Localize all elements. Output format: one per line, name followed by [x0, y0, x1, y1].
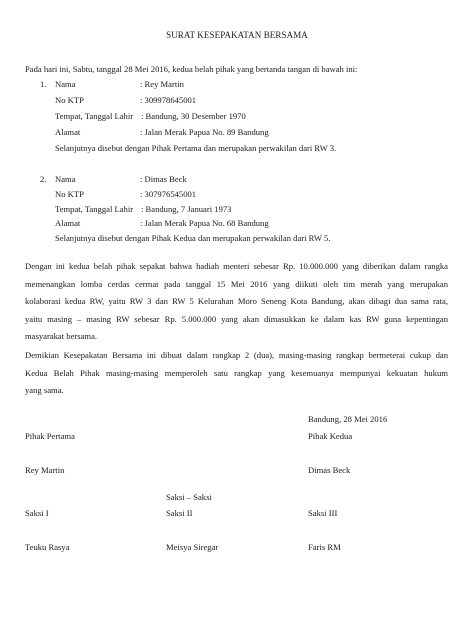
- closing-line: yang sama.: [25, 385, 64, 395]
- party-2-alamat: : Jalan Merak Papua No. 68 Bandung: [140, 218, 269, 228]
- closing-line: Kedua Belah Pihak masing-masing memperoleh satu rangkap yang kesemuanya mempunyai kekuatan hukum: [25, 367, 448, 378]
- closing-paragraph: [25, 347, 448, 400]
- intro-text: Pada hari ini, Sabtu, tanggal 28 Mei 2016, kedua belah pihak yang bertanda tangan di bawah ini:: [25, 64, 358, 74]
- party-1-nama: : Rey Martin: [140, 79, 184, 89]
- party-2-number: 2.: [40, 174, 47, 184]
- party-1-nama-label: Nama: [55, 79, 76, 89]
- agreement-line: kolaborasi kedua RW, yaitu RW 3 dan RW 5 Kelurahan Moro Seneng Kota Bandung, akan dibagi dua sama rata,: [25, 296, 448, 306]
- document-title: SURAT KESEPAKATAN BERSAMA: [166, 30, 308, 40]
- party-2-ktp-label: No KTP: [55, 189, 84, 199]
- agreement-line: yaitu masing – masing RW sebesar Rp. 5.000.000 yang akan dimasukkan ke dalam kas RW guna kepentingan: [25, 313, 448, 324]
- party-1-alamat-label: Alamat: [55, 127, 81, 137]
- place-date: Bandung, 28 Mei 2016: [308, 414, 388, 424]
- saksi-2-label: Saksi II: [166, 508, 193, 518]
- pihak-kedua-label: Pihak Kedua: [308, 431, 353, 441]
- party-2-alamat-label: Alamat: [55, 218, 81, 228]
- party-2-desc: Selanjutnya disebut dengan Pihak Kedua dan merupakan perwakilan dari RW 5.: [55, 233, 331, 243]
- party-1-ttl-label: Tempat, Tanggal Lahir: [55, 111, 134, 121]
- party-2-ttl-label: Tempat, Tanggal Lahir: [55, 204, 134, 214]
- saksi-3-label: Saksi III: [308, 508, 338, 518]
- party-1-ktp-label: No KTP: [55, 95, 84, 105]
- party-2-nama-label: Nama: [55, 174, 76, 184]
- party-2-ttl: : Bandung, 7 Januari 1973: [141, 204, 232, 214]
- pihak-kedua-name: Dimas Beck: [308, 465, 351, 475]
- saksi-1-label: Saksi I: [25, 508, 49, 518]
- saksi-1-name: Teuku Rasya: [25, 542, 70, 552]
- pihak-pertama-label: Pihak Pertama: [25, 431, 75, 441]
- agreement-paragraph: [25, 258, 448, 346]
- party-1-ktp: : 309978645001: [140, 95, 197, 105]
- party-1-number: 1.: [40, 79, 47, 89]
- party-1-alamat: : Jalan Merak Papua No. 89 Bandung: [140, 127, 269, 137]
- party-2-ktp: : 307976545001: [140, 189, 197, 199]
- agreement-line: masyarakat bersama.: [25, 331, 98, 341]
- agreement-line: memenangkan lomba cerdas cermat pada tanggal 15 Mei 2016 yang diikuti oleh tim merah yang merupakan: [25, 278, 448, 289]
- saksi-heading: Saksi – Saksi: [166, 492, 212, 502]
- pihak-pertama-name: Rey Martin: [25, 465, 65, 475]
- party-1-ttl: : Bandung, 30 Desember 1970: [141, 111, 246, 121]
- saksi-3-name: Faris RM: [308, 542, 341, 552]
- saksi-2-name: Meisya Siregar: [166, 542, 219, 552]
- agreement-line: Dengan ini kedua belah pihak sepakat bahwa hadiah menteri sebesar Rp. 10.000.000 yang diberikan dalam rangka: [25, 261, 448, 271]
- closing-line: Demikian Kesepakatan Bersama ini dibuat dalam rangkap 2 (dua), masing-masing rangkap bermeterai cukup dan: [25, 350, 448, 360]
- party-1-desc: Selanjutnya disebut dengan Pihak Pertama dan merupakan perwakilan dari RW 3.: [55, 143, 337, 153]
- party-2-nama: : Dimas Beck: [140, 174, 187, 184]
